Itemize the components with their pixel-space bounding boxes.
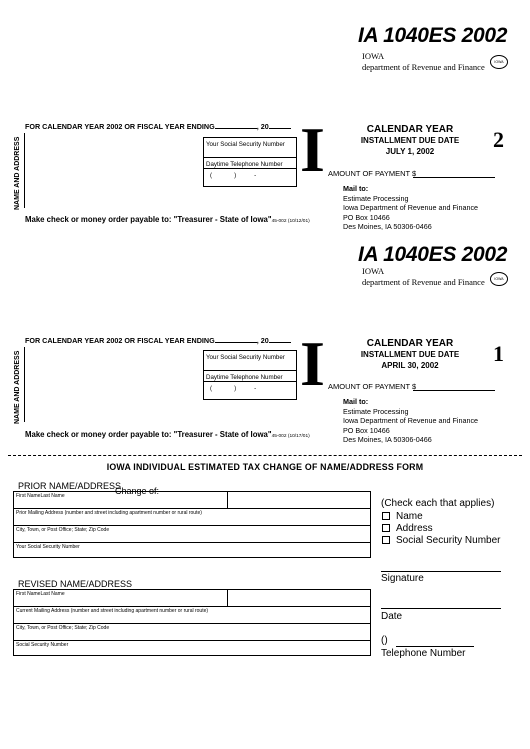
agency-line2: department of Revenue and Finance [362,277,485,287]
payable-instruction: Make check or money order payable to: "Treasurer - State of Iowa"45-002 (10/12/01) [25,215,310,224]
calendar-year: CALENDAR YEAR [366,338,454,349]
mail-to-block: Mail to: Estimate Processing Iowa Department of Revenue and Finance PO Box 10466 Des Moines, IA 50306-0466 [343,397,479,444]
cut-line [8,455,522,456]
fiscal-year-line: FOR CALENDAR YEAR 2002 OR FISCAL YEAR ENDING , 20 [25,122,291,131]
agency-line1: IOWA [362,266,385,276]
name-address-side-label: NAME AND ADDRESS [14,350,21,424]
date-line[interactable] [381,608,501,609]
checkbox-ssn[interactable] [382,536,390,544]
revised-name-row [14,590,370,607]
revised-grid [13,589,371,656]
form-title: IA 1040ES 2002 [358,24,508,47]
option-name[interactable]: Name [382,511,423,522]
prior-city-field[interactable]: City, Town, or Post Office; State; Zip Code [14,526,370,543]
prior-ssn-field[interactable]: Your Social Security Number [16,544,80,550]
prior-section-label: PRIOR NAME/ADDRESS [18,481,122,491]
ssn-field[interactable]: Your Social Security Number [204,351,296,371]
change-form-title: IOWA INDIVIDUAL ESTIMATED TAX CHANGE OF NAME/ADDRESS FORM [106,462,424,472]
telephone-label: Telephone Number [381,648,466,659]
voucher-number: 1 [493,341,504,366]
installment-due: INSTALLMENT DUE DATE [360,136,460,145]
big-letter-i: I [300,114,325,185]
vertical-rule [24,133,25,208]
prior-last-name-field[interactable]: Last Name [40,493,65,499]
amount-input[interactable] [413,390,495,391]
fiscal-year-line: FOR CALENDAR YEAR 2002 OR FISCAL YEAR ENDING , 20 [25,336,291,345]
amount-label: AMOUNT OF PAYMENT $ [328,169,417,178]
phone-label: Daytime Telephone Number [206,374,283,381]
due-date: APRIL 30, 2002 [381,361,439,370]
due-date: JULY 1, 2002 [385,147,435,156]
ssn-phone-box [203,350,297,400]
prior-name-row [14,492,370,509]
name-address-side-label: NAME AND ADDRESS [14,136,21,210]
form-title: IA 1040ES 2002 [358,243,508,266]
checkbox-address[interactable] [382,524,390,532]
amount-label: AMOUNT OF PAYMENT $ [328,382,417,391]
revised-section-label: REVISED NAME/ADDRESS [18,579,133,589]
payable-instruction: Make check or money order payable to: "Treasurer - State of Iowa"45-002 (10/17/01) [25,430,310,439]
vertical-rule [24,347,25,422]
signature-label: Signature [381,573,424,584]
option-ssn[interactable]: Social Security Number [382,535,500,546]
signature-line[interactable] [381,571,501,572]
telephone-line[interactable] [396,646,474,647]
mail-to-block: Mail to: Estimate Processing Iowa Department of Revenue and Finance PO Box 10466 Des Moines, IA 50306-0466 [343,184,479,231]
revised-mailing-field[interactable]: Current Mailing Address (number and street including apartment number or rural route) [14,607,370,624]
voucher-number: 2 [493,127,504,152]
prior-first-name-field[interactable]: First Name [16,493,41,499]
check-heading: (Check each that applies) [381,498,495,509]
checkbox-name[interactable] [382,512,390,520]
iowa-seal-icon: IOWA [490,55,508,69]
big-letter-i: I [300,328,325,399]
ssn-phone-box [203,137,297,187]
amount-input[interactable] [413,177,495,178]
option-address[interactable]: Address [382,523,433,534]
revised-ssn-field[interactable]: Social Security Number [16,642,69,648]
phone-paren: () [381,635,388,646]
prior-mailing-field[interactable]: Prior Mailing Address (number and street including apartment number or rural route) [14,509,370,526]
installment-due: INSTALLMENT DUE DATE [360,350,460,359]
calendar-year: CALENDAR YEAR [366,124,454,135]
revised-last-name-field[interactable]: Last Name [40,591,65,597]
revised-city-field[interactable]: City, Town, or Post Office; State; Zip Code [14,624,370,641]
prior-grid [13,491,371,558]
phone-label: Daytime Telephone Number [206,161,283,168]
iowa-seal-icon: IOWA [490,272,508,286]
revised-first-name-field[interactable]: First Name [16,591,41,597]
agency-line2: department of Revenue and Finance [362,62,485,72]
agency-line1: IOWA [362,51,385,61]
phone-field[interactable]: ( ) - [204,381,296,395]
change-of-label: Change of: [115,486,160,496]
ssn-field[interactable]: Your Social Security Number [204,138,296,158]
date-label: Date [381,611,403,622]
phone-field[interactable]: ( ) - [204,168,296,182]
